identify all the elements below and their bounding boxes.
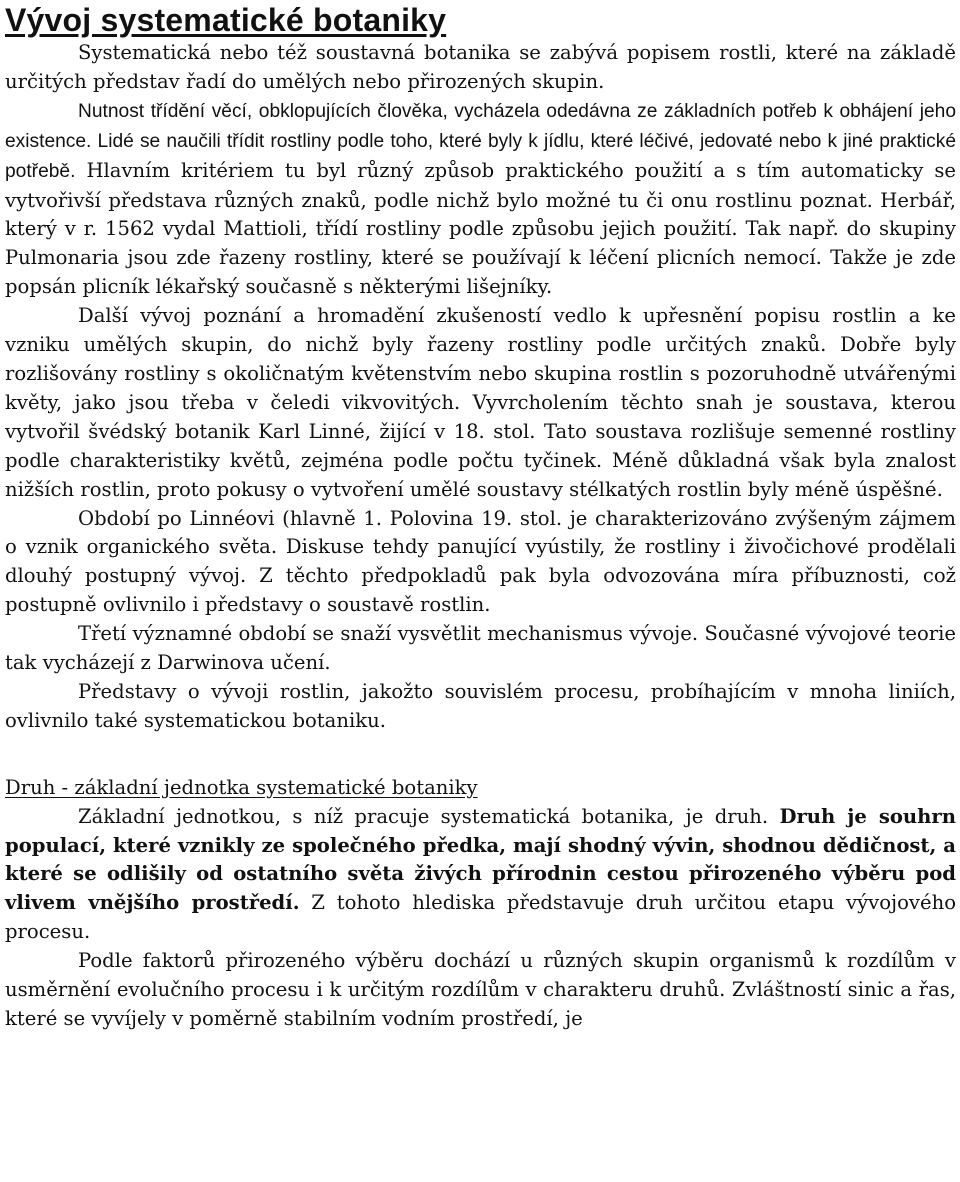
species-definition-bold: Druh je souhrn populací, které vznikly ze společného předka, mají shodný vývin, shodnou dědičnost, a které se odlišily od ostatního světa živých přírodnin cestou přirozeného výběru pod vlivem vnějšího prostředí. [5,804,956,915]
paragraph-intro: Systematická nebo též soustavná botanika se zabývá popisem rostli, které na základě určitých představ řadí do umělých nebo přirozených skupin. [5,41,956,93]
paragraph-after-linne: Období po Linnéovi (hlavně 1. Polovina 19. stol. je charakterizováno zvýšeným zájmem o vznik organického světa. Diskuse tehdy panující vyústily, že rostliny i živočichové prodělali dlouhý postupný vývoj. Z těchto předpokladů pak byla odvozována míra příbuznosti, což postupně ovlivnilo i představy o soustavě rostlin. [5,506,956,617]
paragraph-history-serif-text: Hlavním kritériem tu byl různý způsob praktického použití a s tím automaticky se vytvořivší představa různých znaků, podle nichž bylo možné tu či onu rostlinu poznat. Herbář, který v r. 1562 vydal Mattioli, třídí rostliny podle způsobu jejich použití. Tak např. do skupiny Pulmonaria jsou zde řazeny rostliny, které se používají k léčení plicních nemocí. Takže je zde popsán plicník lékařský současně s některými lišejníky. [5,158,956,299]
paragraph-artificial-groups: Další vývoj poznání a hromadění zkušeností vedlo k upřesnění popisu rostlin a ke vzniku umělých skupin, do nichž byly řazeny rostliny podle určitých znaků. Dobře byly rozlišovány rostliny s okoličnatým květenstvím nebo skupina rostlin s pozoruhodně utvářenými květy, jako jsou třeba v čeledi vikvovitých. Vyvrcholením těchto snah je soustava, kterou vytvořil švédský botanik Karl Linné, žijící v 18. stol. Tato soustava rozlišuje semenné rostliny podle charakteristiky květů, zejména podle počtu tyčinek. Méně důkladná však byla znalost nižších rostlin, proto pokusy o vytvoření umělé soustavy stélkatých rostlin byly méně úspěšné. [5,304,956,501]
page-title: Vývoj systematické botaniky [5,2,447,38]
species-conclusion-text: Z tohoto hlediska představuje druh určitou etapu vývojového procesu. [5,891,956,944]
paragraph-species-definition [5,803,956,948]
paragraph-third-period: Třetí významné období se snaží vysvětlit mechanismus vývoje. Současné vývojové teorie tak vycházejí z Darwinova učení. [5,622,956,675]
species-intro-text: Základní jednotkou, s níž pracuje systematická botanika, je druh. [78,804,780,828]
paragraph-selection-factors: Podle faktorů přirozeného výběru dochází u různých skupin organismů k rozdílům v usměrnění evolučního procesu i k určitým rozdílům v charakteru druhů. Zvláštností sinic a řas, které se vyvíjely v poměrně stabilním vodním prostředí, je [5,949,956,1030]
paragraph-evolution: Představy o vývoji rostlin, jakožto souvislém procesu, probíhajícím v mnoha liniích, ovlivnilo také systematickou botaniku. [5,679,956,732]
paragraph-history-sans-text: Nutnost třídění věcí, obklopujících člověka, vycházela odedávna ze základních potřeb k obhájení jeho existence. Lidé se naučili třídit rostliny podle toho, které byly k jídlu, které léčivé, jedovaté nebo k jiné praktické potřebě. [5,100,956,182]
section-heading-species: Druh - základní jednotka systematické botaniky [5,775,478,799]
paragraph-history [5,97,956,302]
